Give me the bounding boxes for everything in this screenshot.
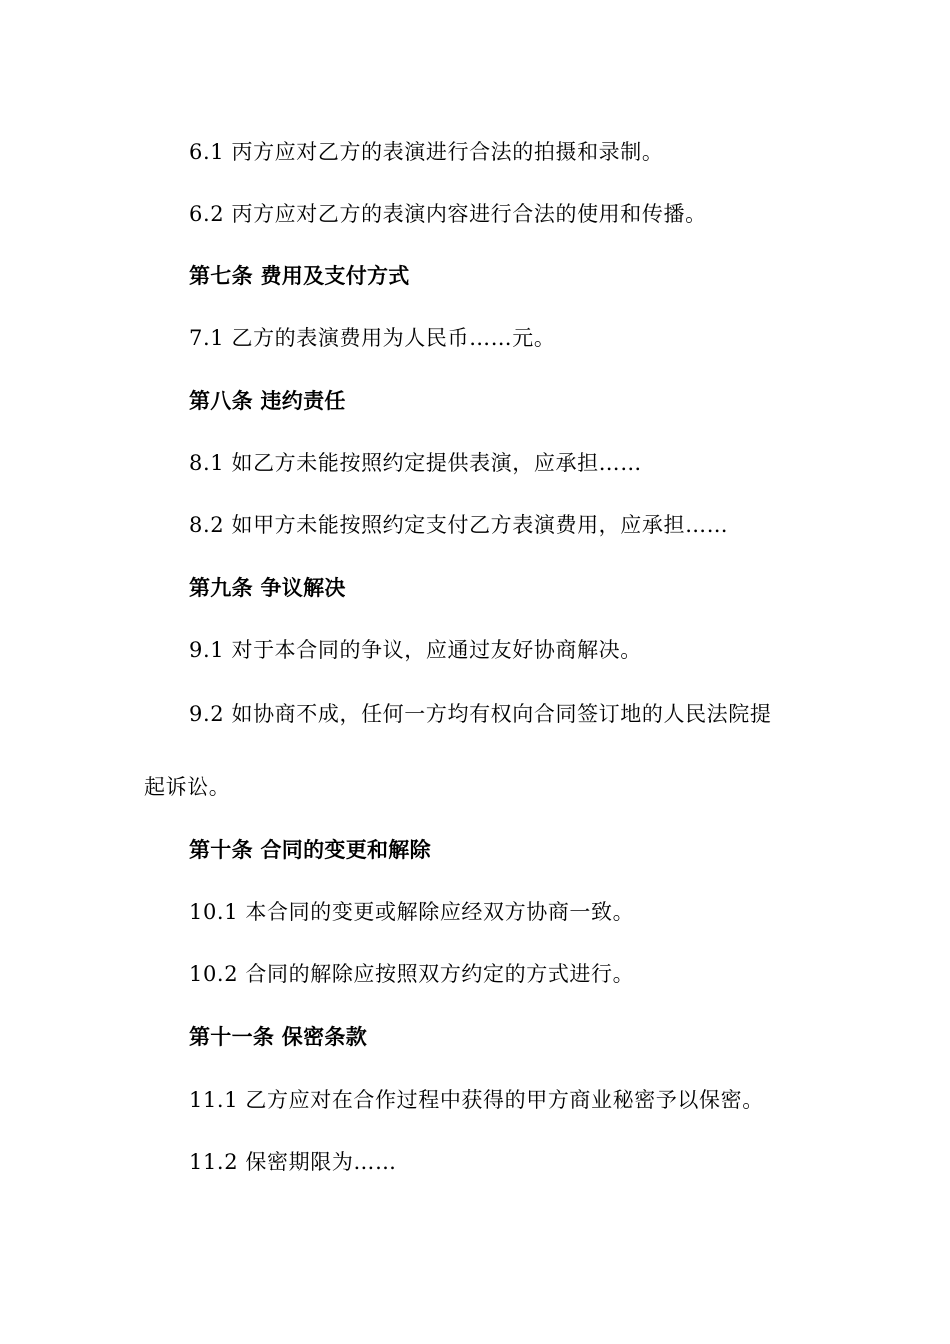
clause-11-1: 11.1 乙方应对在合作过程中获得的甲方商业秘密予以保密。: [189, 1088, 764, 1112]
article-8-heading: 第八条 违约责任: [189, 389, 346, 413]
clause-7-1: 7.1 乙方的表演费用为人民币……元。: [189, 326, 556, 350]
clause-6-1: 6.1 丙方应对乙方的表演进行合法的拍摄和录制。: [189, 140, 664, 164]
clause-8-1: 8.1 如乙方未能按照约定提供表演，应承担……: [189, 451, 642, 475]
clause-11-2: 11.2 保密期限为……: [189, 1150, 397, 1174]
clause-10-2: 10.2 合同的解除应按照双方约定的方式进行。: [189, 962, 635, 986]
clause-6-2: 6.2 丙方应对乙方的表演内容进行合法的使用和传播。: [189, 202, 707, 226]
clause-9-2: 9.2 如协商不成，任何一方均有权向合同签订地的人民法院提: [189, 702, 772, 726]
clause-9-2-continuation: 起诉讼。: [144, 775, 231, 799]
article-11-heading: 第十一条 保密条款: [189, 1025, 368, 1049]
article-10-heading: 第十条 合同的变更和解除: [189, 838, 431, 862]
clause-9-1: 9.1 对于本合同的争议，应通过友好协商解决。: [189, 638, 642, 662]
clause-10-1: 10.1 本合同的变更或解除应经双方协商一致。: [189, 900, 635, 924]
article-7-heading: 第七条 费用及支付方式: [189, 264, 410, 288]
clause-8-2: 8.2 如甲方未能按照约定支付乙方表演费用，应承担……: [189, 513, 729, 537]
article-9-heading: 第九条 争议解决: [189, 576, 346, 600]
